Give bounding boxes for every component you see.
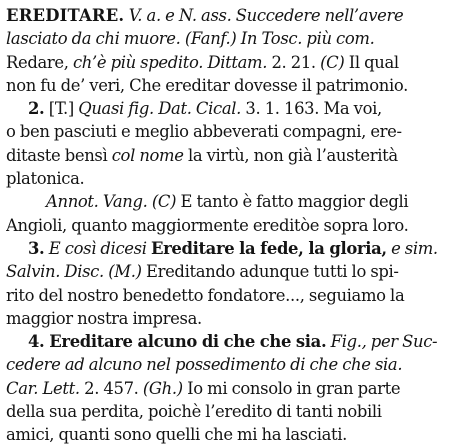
phrase-headword: 4. Ereditare alcuno di che che sia. [28,332,327,352]
quote-text: o ben pasciuti e meglio abbeverati compagni, ere- [6,122,402,142]
entry-line-10 [6,214,461,237]
entry-line-16 [6,353,461,376]
quote-text: Io mi consolo in gran parte [182,378,401,398]
entry-line-11 [6,237,461,260]
citation-source: Quasi fig. Dat. Cical. [78,99,242,119]
grammar-definition: V. a. e N. ass. Succedere nell’avere [124,6,404,25]
citation-mark: (Gh.) [142,378,183,398]
quote-text: 3. 1. 163. Ma voi, [241,99,382,119]
citation-source: ch’è più spedito. Dittam. [72,52,268,72]
headword: EREDITARE. [6,6,125,25]
quote-text: Angioli, quanto maggiormente ereditòe sopra loro. [6,215,409,235]
quote-text: la virtù, non già l’austerità [183,145,398,165]
citation-ref: 2. 21. [267,52,321,72]
citation-source: Annot. Vang. [46,192,148,212]
quote-text: amici, quanti sono quelli che mi ha lasciati. [6,425,348,445]
quote-text: rito del nostro benedetto fondatore..., seguiamo la [6,285,405,305]
quote-text: non fu de’ veri, Che ereditar dovesse il patrimonio. [6,75,408,95]
definition-text: cedere ad alcuno nel possedimento di che che sia. [6,355,403,375]
variant-form: Redare, [6,52,73,72]
entry-line-9 [6,190,461,213]
citation-mark: (M.) [108,262,142,282]
entry-line-1 [6,4,461,27]
entry-line-5 [6,97,461,120]
definition-text: lasciato da chi muore. (Fanf.) In Tosc. più com. [6,29,375,49]
quote-text: platonica. [6,169,85,189]
quote-emphasis: col nome [111,145,184,165]
entry-line-12 [6,260,461,283]
quote-text: Ereditando adunque tutti lo spi- [141,262,399,282]
phrase-headword: Ereditare la fede, la gloria, [150,238,387,258]
quote-text: E tanto è fatto maggior degli [176,192,409,212]
quote-text: Il qual [344,52,399,72]
quote-text: della sua perdita, poichè l’eredito di tanti nobili [6,402,382,422]
sense-marker: [T.] [44,99,79,119]
entry-line-8 [6,167,461,190]
entry-line-13 [6,284,461,307]
entry-line-14 [6,307,461,330]
quote-text: maggior nostra impresa. [6,308,202,328]
entry-line-19 [6,423,461,446]
entry-line-17 [6,377,461,400]
citation-mark: (C) [320,52,345,72]
citation-source: Salvin. Disc. [6,262,104,282]
entry-line-3 [6,51,461,74]
usage-note: E così dicesi [44,238,151,258]
citation-mark: (C) [151,192,177,212]
entry-line-7 [6,144,461,167]
entry-line-15 [6,330,461,353]
usage-note: e sim. [386,238,438,258]
entry-line-2 [6,27,461,50]
entry-line-18 [6,400,461,423]
citation-source: Car. Lett. [6,378,80,398]
sense-number: 2. [28,99,45,119]
definition-text: Fig., per Suc- [326,332,438,352]
citation-ref: 2. 457. [79,378,143,398]
sense-number: 3. [28,238,45,258]
entry-line-6 [6,120,461,143]
entry-line-4 [6,74,461,97]
quote-text: ditaste bensì [6,145,112,165]
